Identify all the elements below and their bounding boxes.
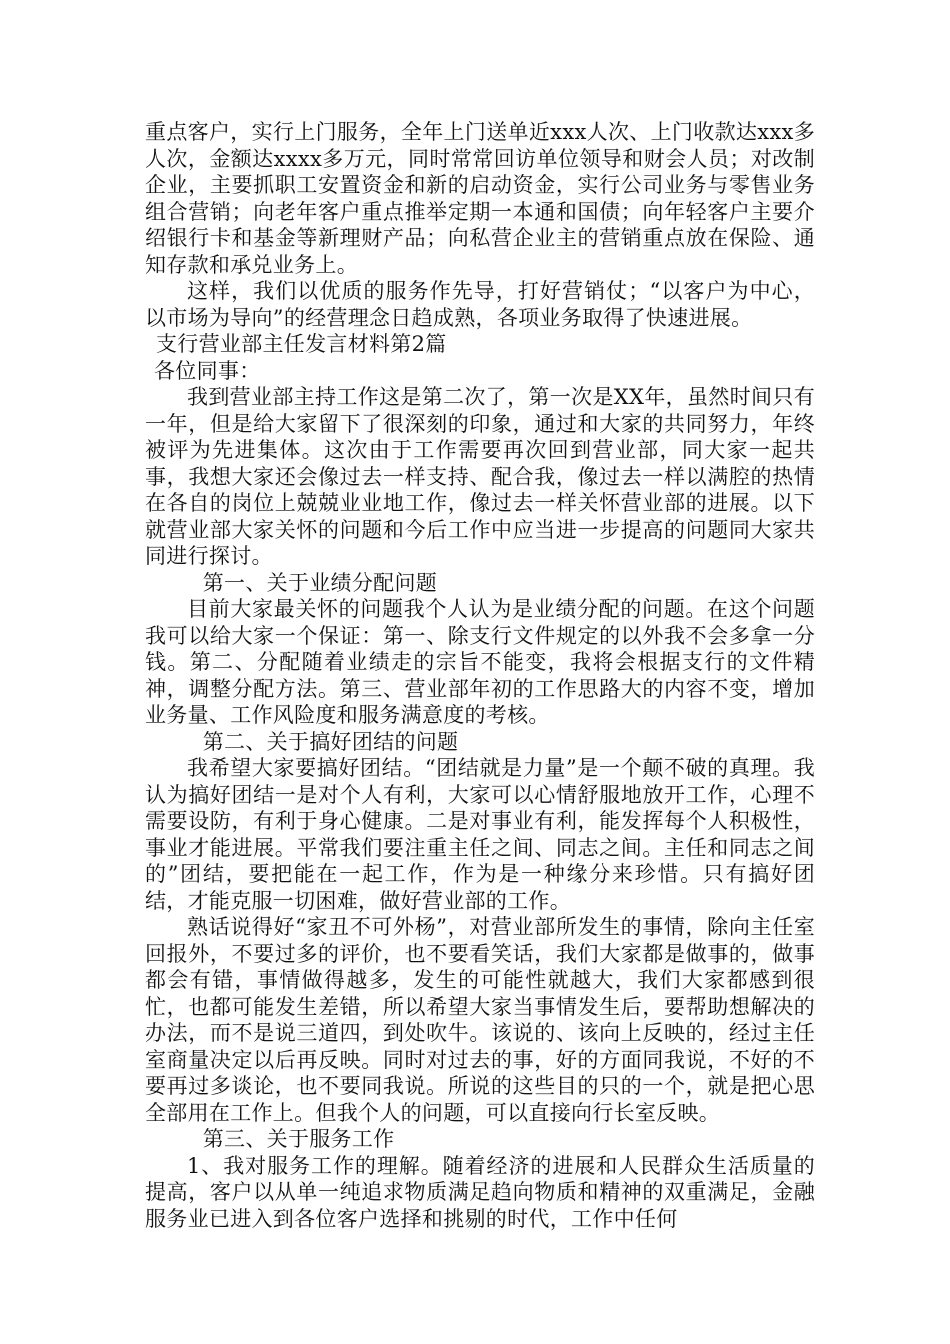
paragraph-intro: 我到营业部主持工作这是第二次了，第一次是XX年，虽然时间只有一年，但是给大家留下了很深刻的印象，通过和大家的共同努力，年终被评为先进集体。这次由于工作需要再次回到营业部，同大家一起共事，我想大家还会像过去一样支持、配合我，像过去一样以满腔的热情在各自的岗位上兢兢业业地工作，像过去一样关怀营业部的进展。以下就营业部大家关怀的问题和今后工作中应当进一步提高的问题同大家共同进行探讨。 [145,385,815,568]
paragraph-service-understanding: 1、我对服务工作的理解。随着经济的进展和人民群众生活质量的提高，客户以从单一纯追求物质满足趋向物质和精神的双重满足，金融服务业已进入到各位客户选择和挑剔的时代，工作中任何 [145,1153,815,1231]
paragraph-summary: 这样，我们以优质的服务作先导，打好营销仗；“以客户为中心，以市场为导向”的经营理念日趋成熟，各项业务取得了快速进展。 [145,279,815,330]
paragraph-internal-matters: 熟话说得好“家丑不可外杨”，对营业部所发生的事情，除向主任室回报外，不要过多的评价，也不要看笑话，我们大家都是做事的，做事都会有错，事情做得越多，发生的可能性就越大，我们大家都感到很忙，也都可能发生差错，所以希望大家当事情发生后，要帮助想解决的办法，而不是说三道四，到处吹牛。该说的、该向上反映的，经过主任室商量决定以后再反映。同时对过去的事，好的方面同我说，不好的不要再过多谈论，也不要同我说。所说的这些目的只的一个，就是把心思全部用在工作上。但我个人的问题，可以直接向行长室反映。 [145,915,815,1125]
heading-service-work: 第三、关于服务工作 [202,1127,395,1151]
section-title: 支行营业部主任发言材料第2篇 [156,332,447,356]
heading-performance-allocation: 第一、关于业绩分配问题 [202,570,438,595]
document-body [145,119,815,1232]
paragraph-continued: 重点客户，实行上门服务，全年上门送单近xxx人次、上门收款达xxx多人次，金额达xxxx多万元，同时常常回访单位领导和财会人员；对改制企业，主要抓职工安置资金和新的启动资金，实行公司业务与零售业务组合营销；向老年客户重点推举定期一本通和国债；向年轻客户主要介绍银行卡和基金等新理财产品；向私营企业主的营销重点放在保险、通知存款和承兑业务上。 [145,120,815,277]
greeting-line: 各位同事： [154,358,261,383]
paragraph-performance-allocation: 目前大家最关怀的问题我个人认为是业绩分配的问题。在这个问题我可以给大家一个保证：第一、除支行文件规定的以外我不会多拿一分钱。第二、分配随着业绩走的宗旨不能变，我将会根据支行的文件精神，调整分配方法。第三、营业部年初的工作思路大的内容不变，增加业务量、工作风险度和服务满意度的考核。 [145,597,815,727]
paragraph-unity: 我希望大家要搞好团结。“团结就是力量”是一个颠不破的真理。我认为搞好团结一是对个人有利，大家可以心情舒服地放开工作，心理不需要设防，有利于身心健康。二是对事业有利，能发挥每个人积极性，事业才能进展。平常我们要注重主任之间、同志之间。主任和同志之间的”团结，要把能在一起工作，作为是一种缘分来珍惜。只有搞好团结，才能克服一切困难，做好营业部的工作。 [145,756,815,913]
heading-unity: 第二、关于搞好团结的问题 [202,729,459,754]
